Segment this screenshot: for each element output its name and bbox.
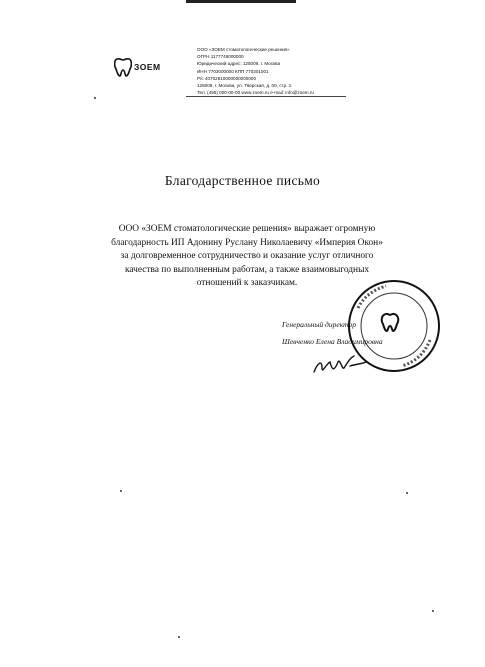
scan-speck <box>94 97 96 99</box>
body-line: ООО «ЗОЕМ стоматологические решения» выражает огромную <box>118 224 376 234</box>
scan-speck <box>178 636 180 638</box>
signer-position: Генеральный директор <box>282 320 356 329</box>
letter-title: Благодарственное письмо <box>164 173 321 188</box>
scan-speck <box>406 492 408 494</box>
requisite-line: ИНН 7703000000 КПП 770301001 <box>197 68 269 74</box>
scan-edge-mark <box>186 0 296 3</box>
body-line: за долговременное сотрудничество и оказание услуг отличного <box>120 251 374 261</box>
body-line: отношений к заказчикам. <box>196 278 298 288</box>
signer-name: Шевченко Елена Владимировна <box>282 337 383 346</box>
requisite-line: Р/с 40702810000000000000 <box>197 75 257 81</box>
letterhead-divider <box>186 96 346 97</box>
company-name: ЗОЕМ <box>134 62 161 72</box>
requisite-line: 125009, г. Москва, ул. Тверская, д. 00, стр. 1 <box>197 83 292 89</box>
scan-speck <box>120 490 122 492</box>
tooth-icon <box>114 57 132 77</box>
body-line: благодарность ИП Адонину Руслану Николаевичу «Империя Окон» <box>111 237 383 248</box>
requisite-line: Юридический адрес: 125009, г. Москва <box>197 61 281 67</box>
company-logo <box>114 57 178 79</box>
requisite-line: ОГРН 1177746000000 <box>197 54 244 60</box>
requisite-line: Тел. (495) 000-00-00 www.zoem.ru e-mail: info@zoem.ru <box>197 90 314 96</box>
company-requisites <box>197 46 387 96</box>
scan-speck <box>432 610 434 612</box>
body-line: качества по выполненным работам, а также взаимовыгодных <box>124 264 370 275</box>
handwritten-signature <box>310 350 370 380</box>
requisite-line: ООО «ЗОЕМ стоматологические решения» <box>197 47 290 52</box>
